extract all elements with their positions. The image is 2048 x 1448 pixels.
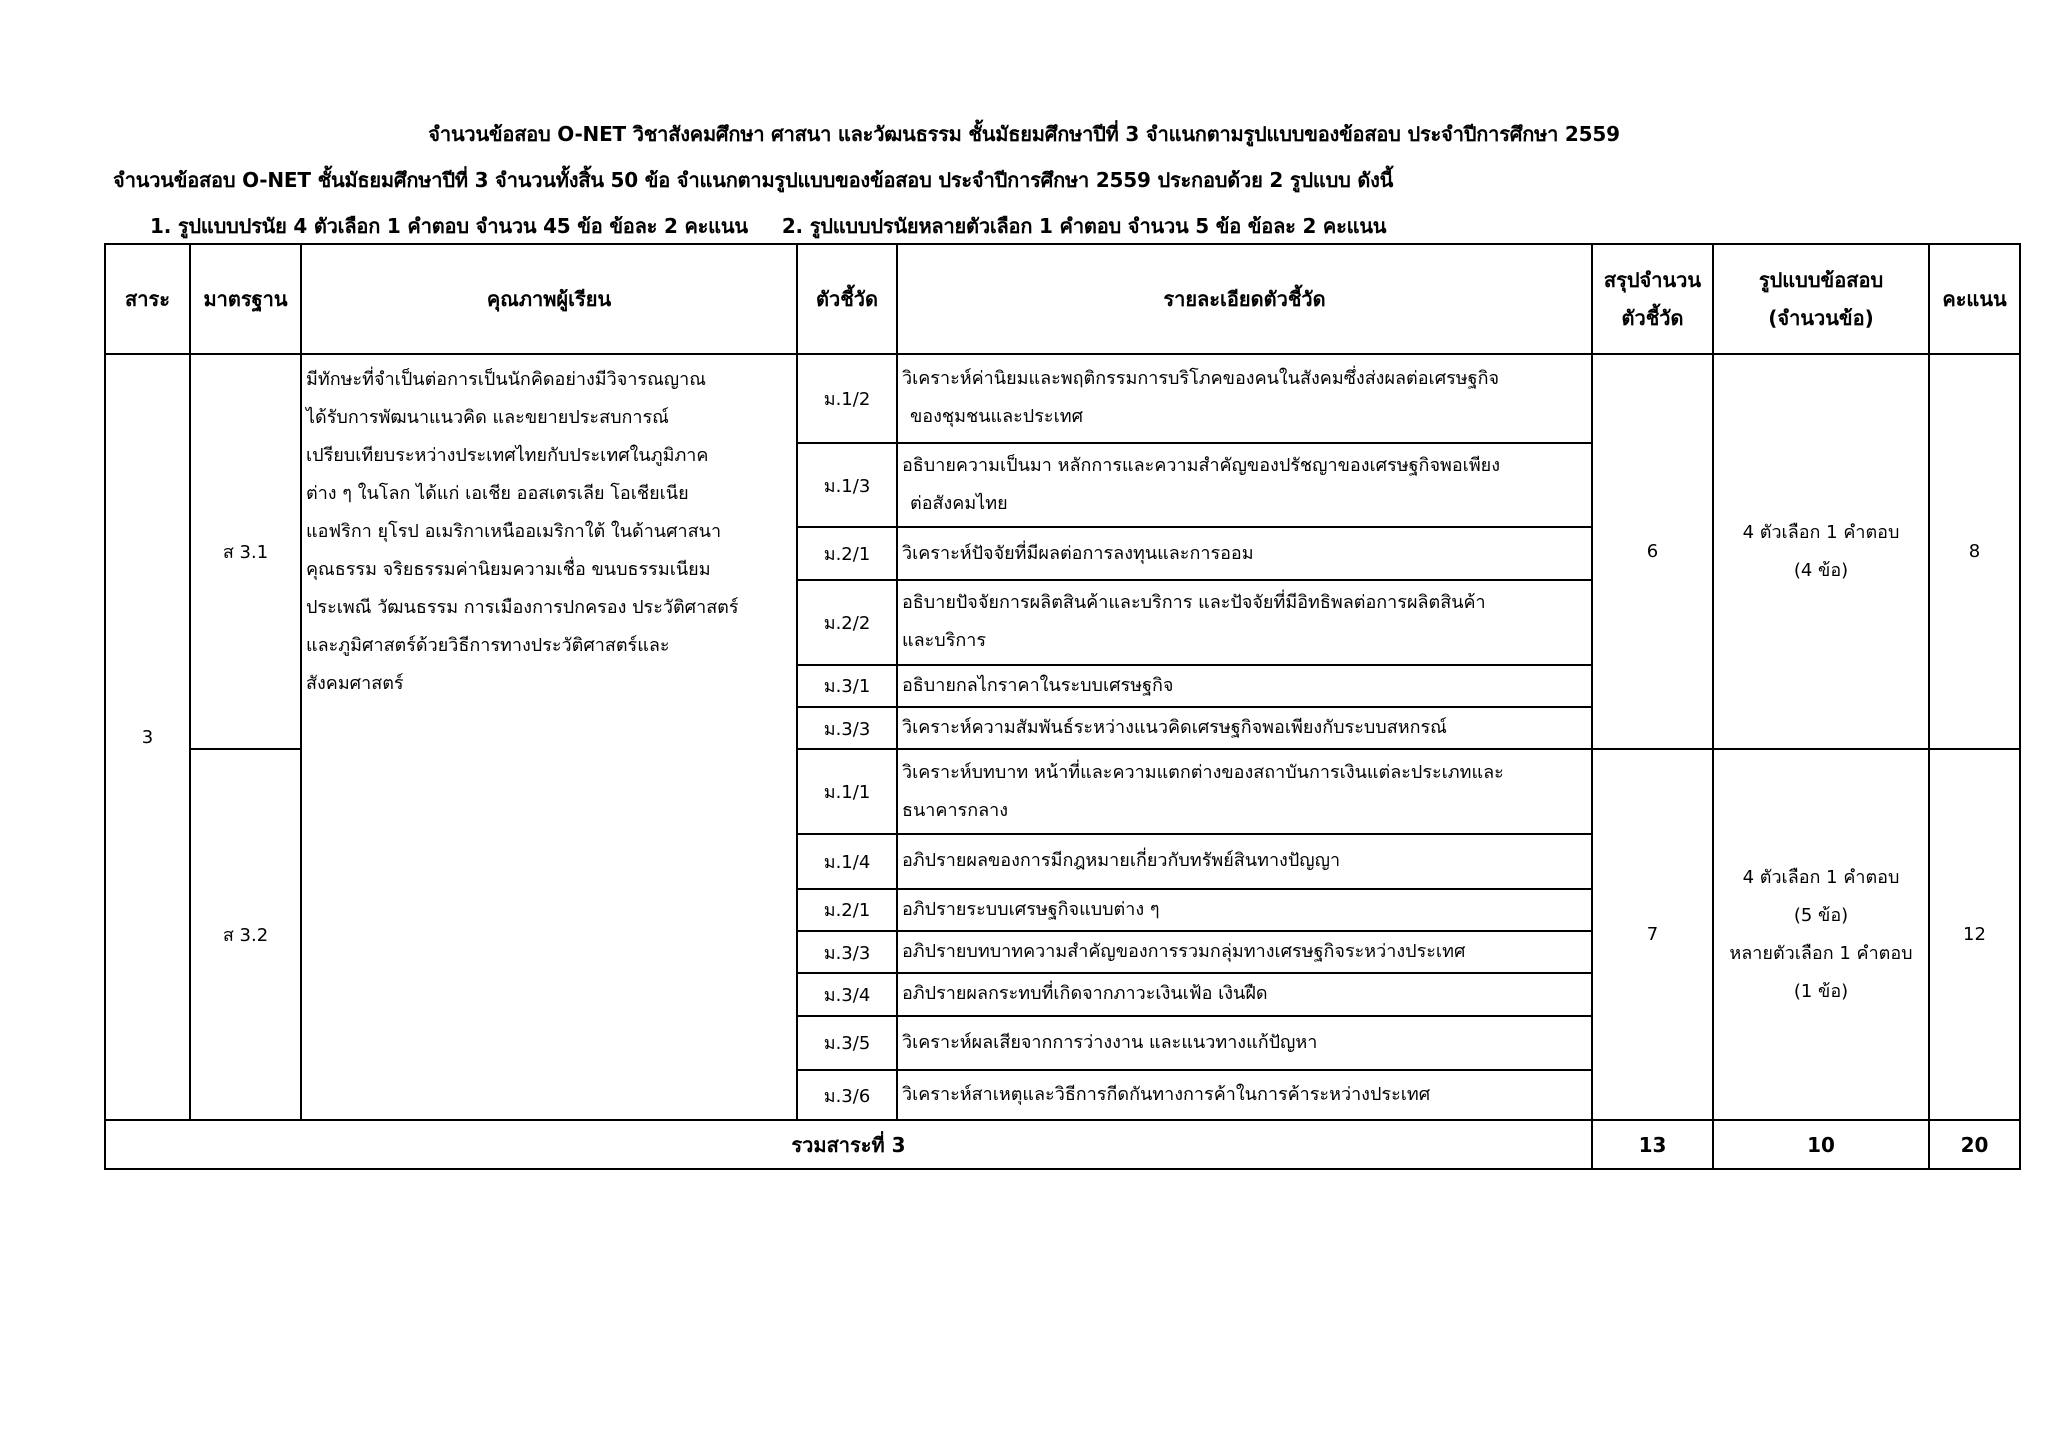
exam-table [104,243,2021,1170]
col-header-standard: มาตรฐาน [190,244,301,354]
indicator-cell: ม.3/3 [797,707,897,749]
summary-cell: 6 [1592,354,1713,749]
total-score: 20 [1929,1120,2020,1169]
detail-cell: วิเคราะห์บทบาท หน้าที่และความแตกต่างของสถาบันการเงินแต่ละประเภทและ ธนาคารกลาง [897,749,1592,834]
detail-cell: วิเคราะห์ค่านิยมและพฤติกรรมการบริโภคของคนในสังคมซึ่งส่งผลต่อเศรษฐกิจ ของชุมชนและประเทศ [897,354,1592,443]
indicator-cell: ม.1/3 [797,443,897,528]
col-header-indicator: ตัวชี้วัด [797,244,897,354]
document-title: จำนวนข้อสอบ O-NET วิชาสังคมศึกษา ศาสนา และวัฒนธรรม ชั้นมัธยมศึกษาปีที่ 3 จำแนกตามรูปแบบของข้อสอบ ประจำปีการศึกษา 2559 [428,122,1620,146]
format-description-2: 2. รูปแบบปรนัยหลายตัวเลือก 1 คำตอบ จำนวน 5 ข้อ ข้อละ 2 คะแนน [781,214,1387,238]
indicator-cell: ม.3/6 [797,1070,897,1120]
standard-cell: ส 3.2 [190,749,301,1120]
indicator-cell: ม.2/1 [797,889,897,931]
indicator-cell: ม.3/3 [797,931,897,973]
detail-cell: วิเคราะห์ความสัมพันธ์ระหว่างแนวคิดเศรษฐกิจพอเพียงกับระบบสหกรณ์ [897,707,1592,749]
indicator-cell: ม.3/4 [797,973,897,1015]
format-cell: 4 ตัวเลือก 1 คำตอบ (4 ข้อ) [1713,354,1929,749]
indicator-cell: ม.3/5 [797,1016,897,1070]
detail-cell: วิเคราะห์ปัจจัยที่มีผลต่อการลงทุนและการออม [897,527,1592,579]
score-cell: 8 [1929,354,2020,749]
table-header-row [105,244,2020,354]
table-row [105,354,2020,443]
col-header-quality: คุณภาพผู้เรียน [301,244,797,354]
detail-cell: วิเคราะห์ผลเสียจากการว่างงาน และแนวทางแก้ปัญหา [897,1016,1592,1070]
format-description [150,210,1386,242]
indicator-cell: ม.1/4 [797,834,897,888]
indicator-cell: ม.1/1 [797,749,897,834]
document-subtitle: จำนวนข้อสอบ O-NET ชั้นมัธยมศึกษาปีที่ 3 จำนวนทั้งสิ้น 50 ข้อ จำแนกตามรูปแบบของข้อสอบ ประจำปีการศึกษา 2559 ประกอบด้วย 2 รูปแบบ ดังนี้ [113,168,1394,192]
detail-cell: อธิบายปัจจัยการผลิตสินค้าและบริการ และปัจจัยที่มีอิทธิพลต่อการผลิตสินค้า และบริการ [897,580,1592,665]
col-header-summary: สรุปจำนวน ตัวชี้วัด [1592,244,1713,354]
standard-cell: ส 3.1 [190,354,301,749]
detail-cell: อภิปรายผลของการมีกฎหมายเกี่ยวกับทรัพย์สินทางปัญญา [897,834,1592,888]
sara-cell: 3 [105,354,190,1120]
detail-cell: อธิบายความเป็นมา หลักการและความสำคัญของปรัชญาของเศรษฐกิจพอเพียง ต่อสังคมไทย [897,443,1592,528]
detail-cell: วิเคราะห์สาเหตุและวิธีการกีดกันทางการค้าในการค้าระหว่างประเทศ [897,1070,1592,1120]
indicator-cell: ม.3/1 [797,665,897,707]
total-format: 10 [1713,1120,1929,1169]
col-header-detail: รายละเอียดตัวชี้วัด [897,244,1592,354]
indicator-cell: ม.1/2 [797,354,897,443]
score-cell: 12 [1929,749,2020,1120]
detail-cell: อธิบายกลไกราคาในระบบเศรษฐกิจ [897,665,1592,707]
quality-cell: มีทักษะที่จำเป็นต่อการเป็นนักคิดอย่างมีวิจารณญาณ ได้รับการพัฒนาแนวคิด และขยายประสบการณ์ เปรียบเทียบระหว่างประเทศไทยกับประเทศในภูมิภาค ต่าง ๆ ในโลก ได้แก่ เอเชีย ออสเตรเลีย โอเชียเนีย แอฟริกา ยุโรป อเมริกาเหนืออเมริกาใต้ ในด้านศาสนา คุณธรรม จริยธรรมค่านิยมความเชื่อ ขนบธรรมเนียม ประเพณี วัฒนธรรม การเมืองการปกครอง ประวัติศาสตร์ และภูมิศาสตร์ด้วยวิธีการทางประวัติศาสตร์และ สังคมศาสตร์ [301,354,797,1120]
detail-cell: อภิปรายบทบาทความสำคัญของการรวมกลุ่มทางเศรษฐกิจระหว่างประเทศ [897,931,1592,973]
total-row [105,1120,2020,1169]
col-header-sara: สาระ [105,244,190,354]
summary-cell: 7 [1592,749,1713,1120]
indicator-cell: ม.2/1 [797,527,897,579]
detail-cell: อภิปรายผลกระทบที่เกิดจากภาวะเงินเฟ้อ เงินฝืด [897,973,1592,1015]
total-summary: 13 [1592,1120,1713,1169]
detail-cell: อภิปรายระบบเศรษฐกิจแบบต่าง ๆ [897,889,1592,931]
col-header-score: คะแนน [1929,244,2020,354]
format-description-1: 1. รูปแบบปรนัย 4 ตัวเลือก 1 คำตอบ จำนวน 45 ข้อ ข้อละ 2 คะแนน [150,214,748,238]
col-header-format: รูปแบบข้อสอบ (จำนวนข้อ) [1713,244,1929,354]
format-cell: 4 ตัวเลือก 1 คำตอบ (5 ข้อ) หลายตัวเลือก 1 คำตอบ (1 ข้อ) [1713,749,1929,1120]
indicator-cell: ม.2/2 [797,580,897,665]
total-label: รวมสาระที่ 3 [105,1120,1592,1169]
